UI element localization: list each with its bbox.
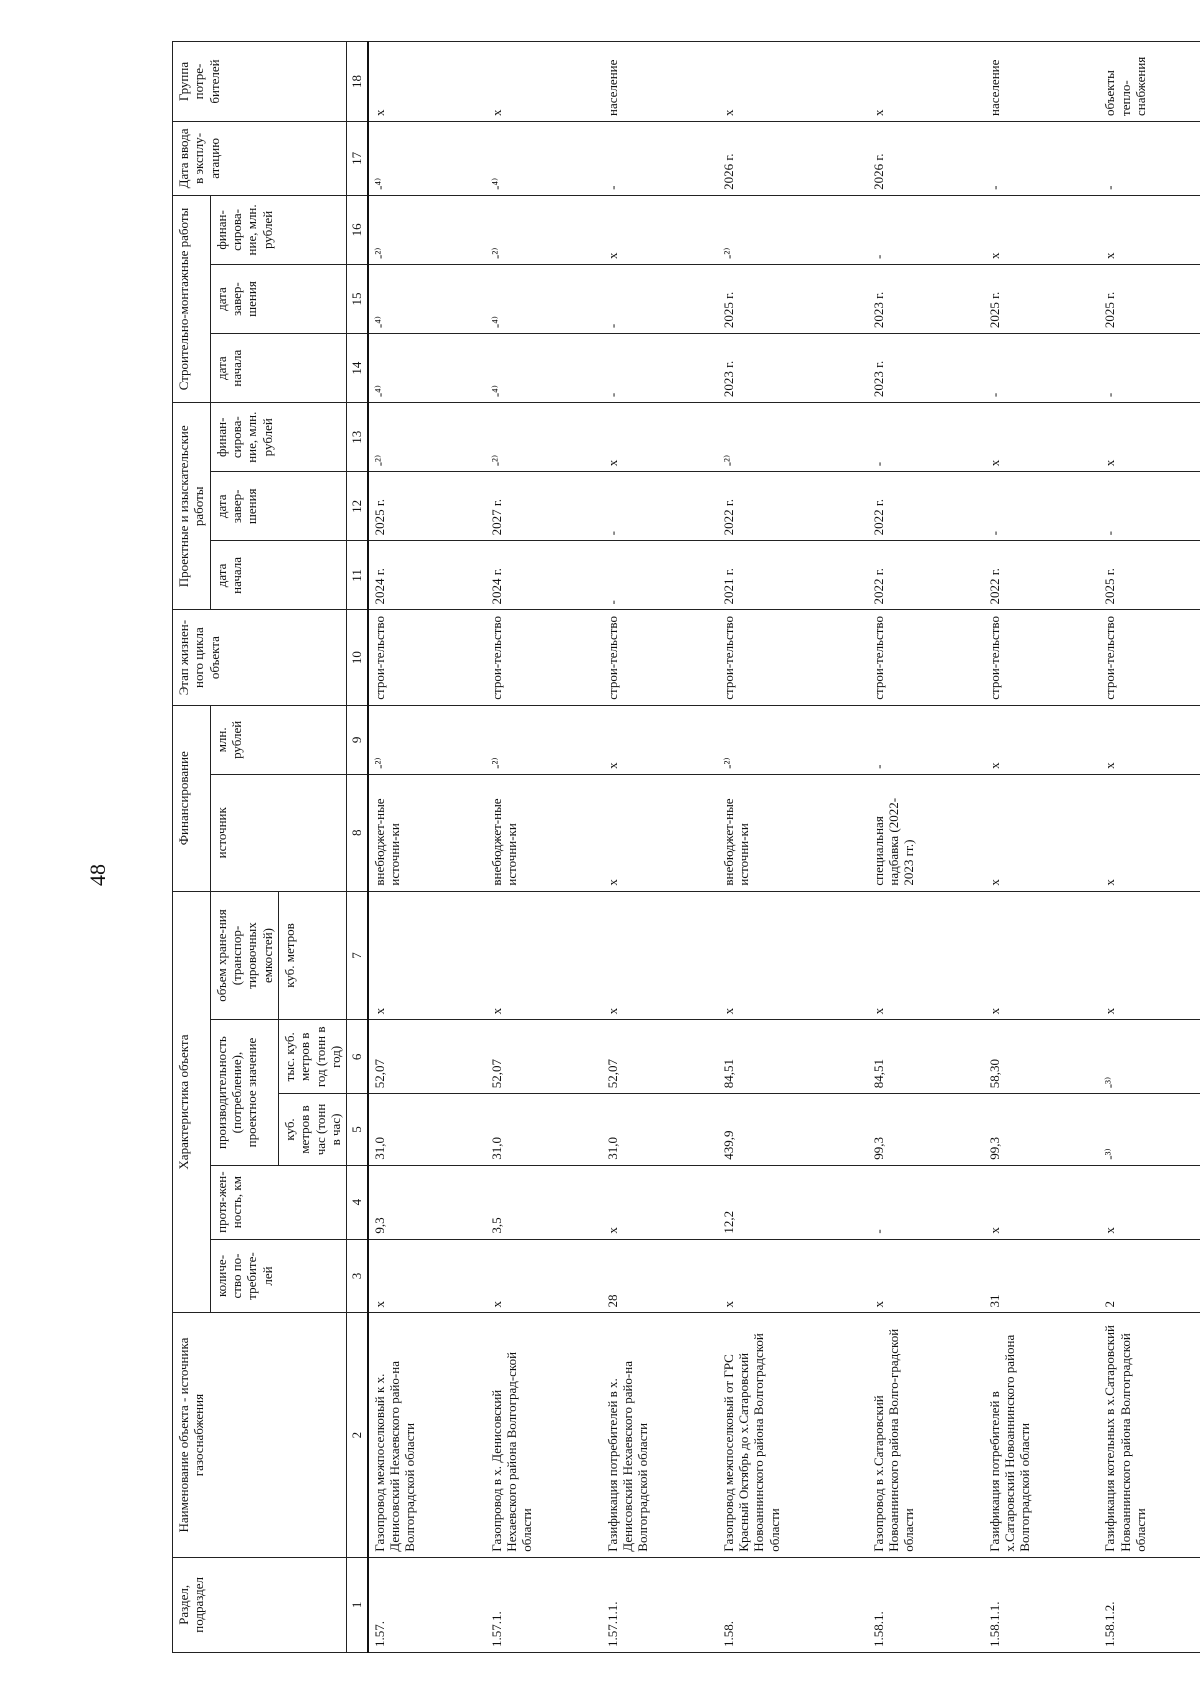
table-cell: -⁴⁾ <box>368 264 486 333</box>
table-cell: 2022 г. <box>868 472 984 541</box>
table-cell: строи-тельство <box>486 610 602 705</box>
table-cell: Газопровод в х.Сатаровский Новоаннинского района Волго-градской области <box>868 1313 984 1557</box>
column-number: 3 <box>347 1239 368 1313</box>
hdr-storage: объем хране-ния (транспор-тировочных емкостей) <box>210 891 278 1020</box>
table-cell: - <box>984 334 1100 403</box>
table-cell: 1.58.1.2. <box>1099 1557 1200 1652</box>
table-cell: -⁴⁾ <box>368 334 486 403</box>
table-cell: х <box>1099 1165 1200 1239</box>
table-cell: х <box>718 891 868 1020</box>
table-cell: х <box>1099 195 1200 264</box>
table-cell: х <box>984 1165 1100 1239</box>
table-cell: х <box>486 891 602 1020</box>
column-number-row <box>347 42 368 1653</box>
table-cell: 2025 г. <box>368 472 486 541</box>
hdr-mln: млн. рублей <box>210 705 347 774</box>
table-cell: 2023 г. <box>718 334 868 403</box>
table-cell: -³⁾ <box>1099 1020 1200 1094</box>
table-cell: х <box>602 195 718 264</box>
table-cell: - <box>602 541 718 610</box>
hdr-cap-year: тыс. куб. метров в год (тонн в год) <box>278 1020 346 1094</box>
table-cell: 2022 г. <box>868 541 984 610</box>
table-cell: 1.58. <box>718 1557 868 1652</box>
table-cell: 2025 г. <box>1099 264 1200 333</box>
table-cell: -³⁾ <box>1099 1094 1200 1165</box>
column-number: 14 <box>347 334 368 403</box>
table-cell: Газификация котельных в х.Сатаровский Новоаннинского района Волгоградской области <box>1099 1313 1200 1557</box>
table-cell: 52,07 <box>368 1020 486 1094</box>
table-cell: 2 <box>1099 1239 1200 1313</box>
table-cell: строи-тельство <box>984 610 1100 705</box>
table-cell: Газопровод межпоселковый к х. Денисовский Нехаевского райо-на Волгоградской области <box>368 1313 486 1557</box>
column-number: 15 <box>347 264 368 333</box>
table-cell: 1.58.1.1. <box>984 1557 1100 1652</box>
table-cell: х <box>718 42 868 122</box>
table-cell: внебюджет-ные источни-ки <box>718 774 868 891</box>
hdr-source: источник <box>210 774 347 891</box>
table-cell: 84,51 <box>718 1020 868 1094</box>
column-number: 1 <box>347 1557 368 1652</box>
hdr-cap-hour: куб. метров в час (тонн в час) <box>278 1094 346 1165</box>
hdr-constr-end: дата завер-шения <box>210 264 347 333</box>
table-cell: -⁴⁾ <box>368 121 486 195</box>
hdr-design: Проектные и изыскательские работы <box>173 403 211 610</box>
table-cell: 1.57. <box>368 1557 486 1652</box>
page-number: 48 <box>85 864 110 886</box>
table-cell: - <box>602 264 718 333</box>
hdr-stage: Этап жизнен-ного цикла объекта <box>173 610 347 705</box>
table-cell: -⁴⁾ <box>486 121 602 195</box>
table-cell: 84,51 <box>868 1020 984 1094</box>
table-cell: внебюджет-ные источни-ки <box>368 774 486 891</box>
table-cell: 58,30 <box>984 1020 1100 1094</box>
hdr-section: Раздел, подраздел <box>173 1557 347 1652</box>
table-cell: х <box>868 1239 984 1313</box>
hdr-constr-fin: финан-сирова-ние, млн. рублей <box>210 195 347 264</box>
table-cell: 31,0 <box>486 1094 602 1165</box>
rotated-table-container <box>172 41 1200 1653</box>
table-cell: - <box>868 403 984 472</box>
table-cell: -²⁾ <box>368 705 486 774</box>
table-cell: 1.58.1. <box>868 1557 984 1652</box>
table-cell: 52,07 <box>486 1020 602 1094</box>
hdr-group: Группа потре-бителей <box>173 42 347 122</box>
table-cell: х <box>1099 403 1200 472</box>
table-cell: 9,3 <box>368 1165 486 1239</box>
table-cell: 2025 г. <box>984 264 1100 333</box>
table-row <box>486 42 602 1653</box>
column-number: 18 <box>347 42 368 122</box>
table-cell: 2024 г. <box>368 541 486 610</box>
table-cell: - <box>868 195 984 264</box>
table-cell: х <box>368 1239 486 1313</box>
table-cell: - <box>602 121 718 195</box>
table-cell: 31,0 <box>368 1094 486 1165</box>
table-cell: -⁴⁾ <box>486 334 602 403</box>
table-cell: специальная надбавка (2022-2023 гг.) <box>868 774 984 891</box>
table-cell: - <box>602 472 718 541</box>
table-cell: 2027 г. <box>486 472 602 541</box>
table-cell: х <box>984 705 1100 774</box>
table-cell: 99,3 <box>868 1094 984 1165</box>
column-number: 12 <box>347 472 368 541</box>
table-cell: х <box>602 774 718 891</box>
table-cell: х <box>368 891 486 1020</box>
table-cell: 52,07 <box>602 1020 718 1094</box>
table-cell: 1.57.1.1. <box>602 1557 718 1652</box>
hdr-construction: Строительно-монтажные работы <box>173 195 211 402</box>
table-cell: население <box>984 42 1100 122</box>
table-cell: х <box>602 1165 718 1239</box>
column-number: 10 <box>347 610 368 705</box>
table-cell: -²⁾ <box>718 705 868 774</box>
table-cell: 2022 г. <box>718 472 868 541</box>
table-row <box>368 42 486 1653</box>
table-cell: строи-тельство <box>1099 610 1200 705</box>
table-cell: Газификация потребителей в х.Сатаровский Новоаннинского района Волгоградской области <box>984 1313 1100 1557</box>
table-cell: х <box>486 1239 602 1313</box>
table-cell: 2023 г. <box>868 334 984 403</box>
table-cell: - <box>984 472 1100 541</box>
table-cell: строи-тельство <box>602 610 718 705</box>
table-cell: х <box>1099 774 1200 891</box>
column-number: 5 <box>347 1094 368 1165</box>
table-cell: х <box>486 42 602 122</box>
table-cell: 31 <box>984 1239 1100 1313</box>
table-cell: х <box>984 403 1100 472</box>
table-cell: 2026 г. <box>718 121 868 195</box>
table-cell: - <box>868 1165 984 1239</box>
table-row <box>1099 42 1200 1653</box>
table-cell: 99,3 <box>984 1094 1100 1165</box>
table-cell: 1.57.1. <box>486 1557 602 1652</box>
column-number: 8 <box>347 774 368 891</box>
table-cell: внебюджет-ные источни-ки <box>486 774 602 891</box>
hdr-constr-start: дата начала <box>210 334 347 403</box>
table-cell: х <box>984 195 1100 264</box>
table-cell: 439,9 <box>718 1094 868 1165</box>
table-cell: х <box>1099 891 1200 1020</box>
gas-supply-table <box>172 41 1200 1653</box>
hdr-name: Наименование объекта - источника газоснабжения <box>173 1313 347 1557</box>
table-cell: 3,5 <box>486 1165 602 1239</box>
table-cell: строи-тельство <box>368 610 486 705</box>
column-number: 17 <box>347 121 368 195</box>
table-row <box>718 42 868 1653</box>
table-cell: строи-тельство <box>718 610 868 705</box>
table-cell: - <box>602 334 718 403</box>
column-number: 6 <box>347 1020 368 1094</box>
table-cell: х <box>868 42 984 122</box>
table-row <box>984 42 1100 1653</box>
table-cell: население <box>602 42 718 122</box>
hdr-capacity: производительность (потребление), проектное значение <box>210 1020 278 1165</box>
table-cell: -²⁾ <box>718 403 868 472</box>
table-cell: 2025 г. <box>718 264 868 333</box>
table-cell: 12,2 <box>718 1165 868 1239</box>
column-number: 13 <box>347 403 368 472</box>
column-number: 11 <box>347 541 368 610</box>
column-number: 9 <box>347 705 368 774</box>
table-cell: 2024 г. <box>486 541 602 610</box>
hdr-design-start: дата начала <box>210 541 347 610</box>
table-cell: -²⁾ <box>718 195 868 264</box>
table-cell: - <box>1099 334 1200 403</box>
table-cell: -²⁾ <box>486 195 602 264</box>
hdr-storage-unit: куб. метров <box>278 891 346 1020</box>
table-cell: х <box>984 774 1100 891</box>
table-cell: х <box>602 705 718 774</box>
table-cell: 2022 г. <box>984 541 1100 610</box>
table-cell: объекты тепло-снабжения <box>1099 42 1200 122</box>
column-number: 16 <box>347 195 368 264</box>
table-cell: 31,0 <box>602 1094 718 1165</box>
table-cell: - <box>984 121 1100 195</box>
table-cell: Газопровод межпоселковый от ГРС Красный Октябрь до х.Сатаровский Новоаннинского района Волгоградской области <box>718 1313 868 1557</box>
table-cell: -⁴⁾ <box>486 264 602 333</box>
table-cell: строи-тельство <box>868 610 984 705</box>
hdr-design-fin: финан-сирова-ние, млн. рублей <box>210 403 347 472</box>
hdr-commission: Дата ввода в эксплу-атацию <box>173 121 347 195</box>
table-cell: Газификация потребителей в х. Денисовский Нехаевского райо-на Волгоградской области <box>602 1313 718 1557</box>
table-cell: х <box>1099 705 1200 774</box>
table-cell: х <box>718 1239 868 1313</box>
column-number: 2 <box>347 1313 368 1557</box>
table-cell: х <box>602 403 718 472</box>
hdr-length: протя-жен-ность, км <box>210 1165 347 1239</box>
table-cell: х <box>368 42 486 122</box>
table-cell: 2021 г. <box>718 541 868 610</box>
table-cell: 2023 г. <box>868 264 984 333</box>
hdr-financing: Финансирование <box>173 705 211 891</box>
table-cell: 2026 г. <box>868 121 984 195</box>
table-cell: - <box>1099 472 1200 541</box>
table-body <box>368 42 1200 1653</box>
table-cell: х <box>984 891 1100 1020</box>
table-cell: 2025 г. <box>1099 541 1200 610</box>
table-cell: - <box>1099 121 1200 195</box>
table-row <box>868 42 984 1653</box>
table-cell: х <box>868 891 984 1020</box>
table-cell: -²⁾ <box>368 195 486 264</box>
hdr-characteristic: Характеристика объекта <box>173 891 211 1313</box>
hdr-design-end: дата завер-шения <box>210 472 347 541</box>
table-cell: - <box>868 705 984 774</box>
table-cell: -²⁾ <box>486 705 602 774</box>
hdr-consumers-count: количе-ство по-требите-лей <box>210 1239 347 1313</box>
column-number: 7 <box>347 891 368 1020</box>
table-cell: -²⁾ <box>486 403 602 472</box>
table-cell: Газопровод в х. Денисовский Нехаевского района Волгоград-ской области <box>486 1313 602 1557</box>
table-row <box>602 42 718 1653</box>
column-number: 4 <box>347 1165 368 1239</box>
table-cell: 28 <box>602 1239 718 1313</box>
table-cell: х <box>602 891 718 1020</box>
table-cell: -²⁾ <box>368 403 486 472</box>
